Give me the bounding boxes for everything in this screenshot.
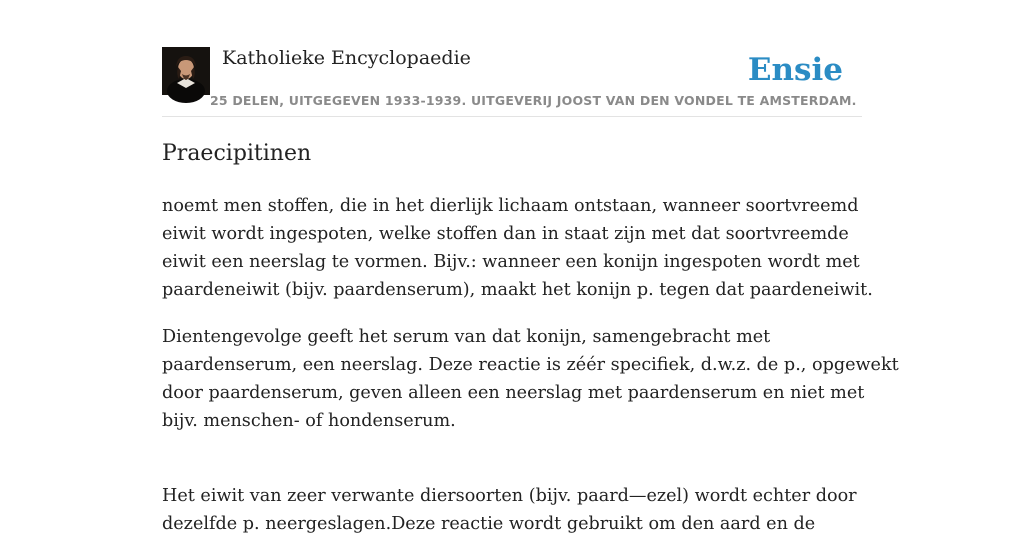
text-line: bijv. menschen- of hondenserum. — [162, 411, 456, 431]
paragraph-2 — [162, 323, 899, 435]
text-line: Dientengevolge geeft het serum van dat konijn, samengebracht met — [162, 327, 771, 347]
text-line: paardeneiwit (bijv. paardenserum), maakt het konijn p. tegen dat paardeneiwit. — [162, 280, 873, 300]
text-line: door paardenserum, geven alleen een neerslag met paardenserum en niet met — [162, 383, 865, 403]
paragraph-3 — [162, 482, 864, 538]
article-body — [162, 192, 899, 557]
paragraph-spacer — [162, 454, 864, 482]
text-line: eiwit wordt ingespoten, welke stoffen dan in staat zijn met dat soortvreemde — [162, 224, 849, 244]
text-line: dezelfde p. neergeslagen.Deze reactie wordt gebruikt om den aard en de — [162, 514, 816, 534]
text-line: paardenserum, een neerslag. Deze reactie is zéér specifiek, d.w.z. de p., opgewekt — [162, 355, 899, 375]
source-title[interactable]: Katholieke Encyclopaedie — [222, 47, 471, 69]
text-line: Het eiwit van zeer verwante diersoorten (bijv. paard—ezel) wordt echter door — [162, 486, 857, 506]
article-title: Praecipitinen — [162, 141, 312, 166]
source-avatar-icon[interactable] — [162, 47, 210, 95]
paragraph-1 — [162, 192, 873, 304]
text-line: eiwit een neerslag te vormen. Bijv.: wanneer een konijn ingespoten wordt met — [162, 252, 860, 272]
brand-logo[interactable]: Ensie — [747, 52, 843, 88]
source-subtitle: 25 DELEN, UITGEGEVEN 1933-1939. UITGEVERIJ JOOST VAN DEN VONDEL TE AMSTERDAM. — [210, 93, 857, 108]
portrait-icon — [162, 47, 210, 95]
source-header — [162, 46, 862, 117]
text-line: noemt men stoffen, die in het dierlijk lichaam ontstaan, wanneer soortvreemd — [162, 196, 859, 216]
